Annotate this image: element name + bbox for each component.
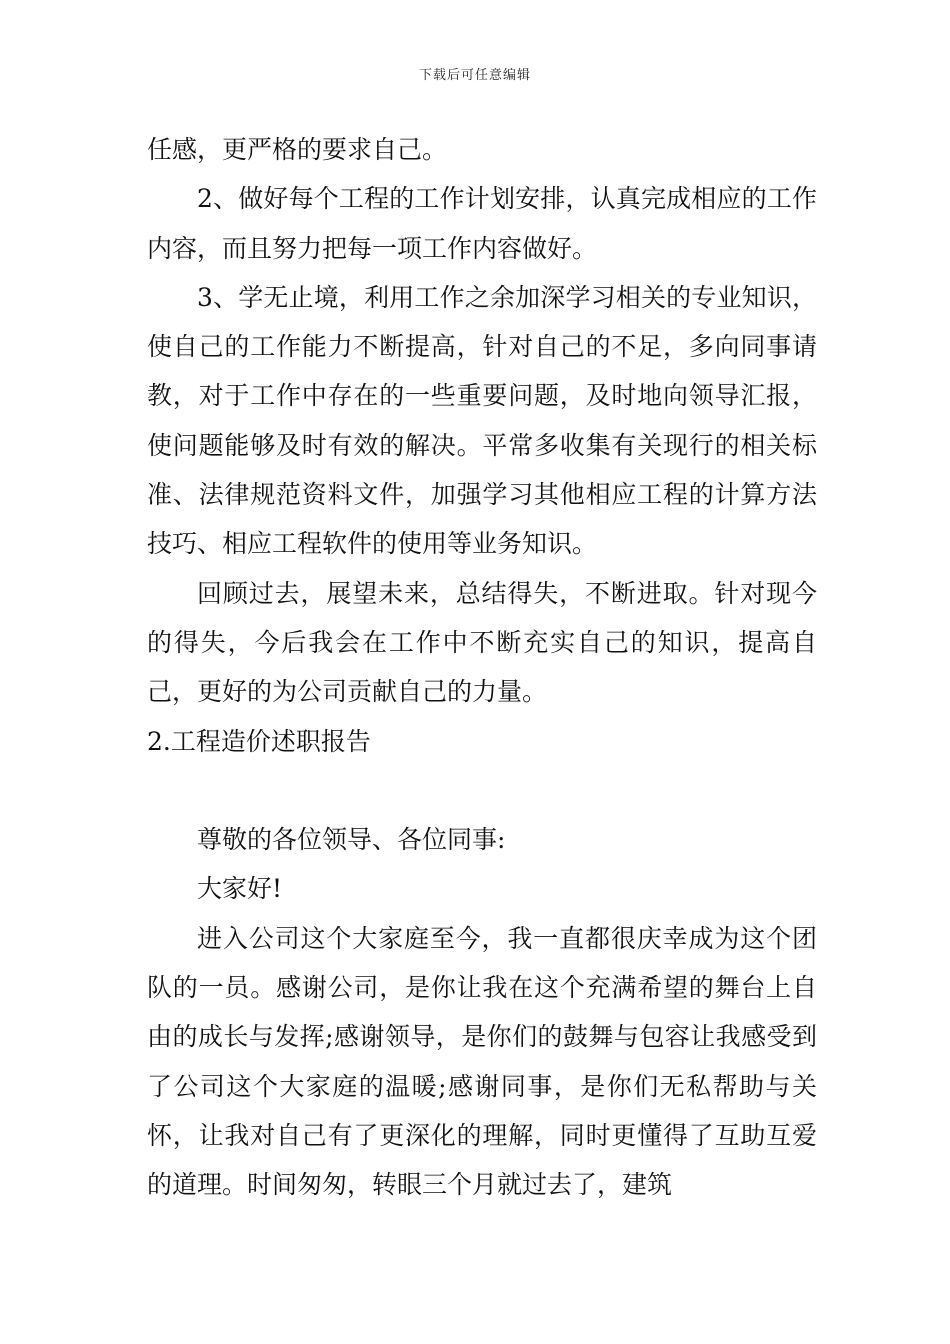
paragraph-continuation: 任感，更严格的要求自己。 bbox=[147, 135, 448, 164]
page-header: 下载后可任意编辑 bbox=[418, 68, 531, 83]
paragraph-intro: 进入公司这个大家庭至今，我一直都很庆幸成为这个团队的一员。感谢公司，是你让我在这个充满希望的舞台上自由的成长与发挥;感谢领导，是你们的鼓舞与包容让我感受到了公司这个大家庭的温暖;感谢同事，是你们无私帮助与关怀，让我对自己有了更深化的理解，同时更懂得了互助互爱的道理。时间匆匆，转眼三个月就过去了，建筑 bbox=[147, 923, 817, 1200]
paragraph-item-2: 2、做好每个工程的工作计划安排，认真完成相应的工作内容，而且努力把每一项工作内容做好。 bbox=[147, 184, 817, 263]
blank-line bbox=[147, 766, 817, 815]
paragraph-review: 回顾过去，展望未来，总结得失，不断进取。针对现今的得失，今后我会在工作中不断充实自己的知识，提高自己，更好的为公司贡献自己的力量。 bbox=[147, 578, 817, 707]
document-body bbox=[147, 125, 817, 1210]
section-title: 2.工程造价述职报告 bbox=[147, 726, 371, 756]
paragraph-item-3: 3、学无止境，利用工作之余加深学习相关的专业知识，使自己的工作能力不断提高，针对自己的不足，多向同事请教，对于工作中存在的一些重要问题，及时地向领导汇报，使问题能够及时有效的解决。平常多收集有关现行的相关标准、法律规范资料文件，加强学习其他相应工程的计算方法技巧、相应工程软件的使用等业务知识。 bbox=[147, 282, 817, 559]
salutation: 尊敬的各位领导、各位同事: bbox=[197, 825, 506, 855]
greeting: 大家好! bbox=[197, 874, 283, 904]
